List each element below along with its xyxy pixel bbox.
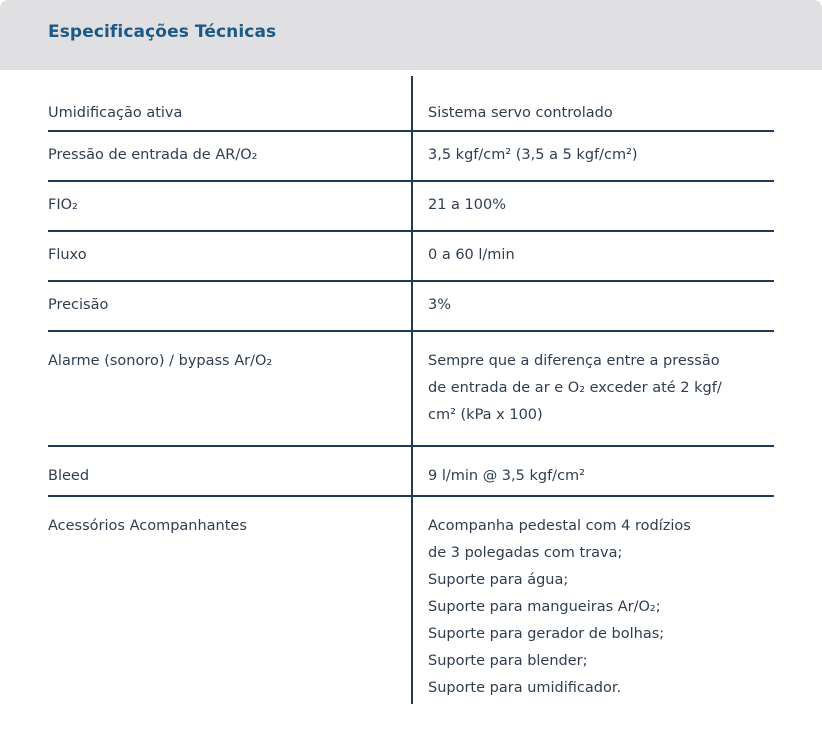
- spec-row-acessorios: [48, 497, 774, 707]
- spec-value-line: 3%: [428, 297, 452, 313]
- spec-row-fluxo: [48, 232, 774, 282]
- spec-value-line: Suporte para blender;: [428, 653, 588, 669]
- section-header: [0, 0, 822, 70]
- spec-value-line: Suporte para umidificador.: [428, 680, 622, 696]
- spec-value: [411, 292, 774, 330]
- spec-row-alarme: [48, 332, 774, 447]
- spec-value-line: Sistema servo controlado: [428, 105, 613, 121]
- spec-label: Pressão de entrada de AR/O₂: [48, 147, 258, 163]
- spec-row-bleed: [48, 447, 774, 497]
- specs-table: [48, 76, 774, 707]
- spec-label: Alarme (sonoro) / bypass Ar/O₂: [48, 353, 273, 369]
- spec-row-fio2: [48, 182, 774, 232]
- spec-value: [411, 242, 774, 280]
- spec-value: [411, 348, 774, 445]
- spec-value: [411, 100, 774, 130]
- spec-label: Umidificação ativa: [48, 105, 183, 121]
- spec-value-line: Acompanha pedestal com 4 rodízios: [428, 518, 691, 534]
- spec-value-line: 0 a 60 l/min: [428, 247, 515, 263]
- spec-value-line: Suporte para água;: [428, 572, 569, 588]
- spec-label: Bleed: [48, 468, 90, 484]
- spec-value: [411, 513, 774, 707]
- spec-value-line: cm² (kPa x 100): [428, 407, 543, 423]
- spec-value-line: de 3 polegadas com trava;: [428, 545, 623, 561]
- section-title: Especificações Técnicas: [48, 22, 277, 42]
- spec-value-line: 9 l/min @ 3,5 kgf/cm²: [428, 468, 585, 484]
- spec-row-umidificacao: [48, 76, 774, 132]
- spec-label: Precisão: [48, 297, 109, 313]
- spec-value-line: 3,5 kgf/cm² (3,5 a 5 kgf/cm²): [428, 147, 638, 163]
- spec-value-line: 21 a 100%: [428, 197, 507, 213]
- spec-value: [411, 463, 774, 495]
- spec-label: Acessórios Acompanhantes: [48, 518, 247, 534]
- spec-label: Fluxo: [48, 247, 87, 263]
- spec-value-line: Suporte para mangueiras Ar/O₂;: [428, 599, 661, 615]
- spec-value: [411, 192, 774, 230]
- spec-value: [411, 142, 774, 180]
- spec-value-line: Suporte para gerador de bolhas;: [428, 626, 665, 642]
- spec-value-line: Sempre que a diferença entre a pressão: [428, 353, 720, 369]
- spec-label: FIO₂: [48, 197, 78, 213]
- spec-value-line: de entrada de ar e O₂ exceder até 2 kgf/: [428, 380, 722, 396]
- spec-row-pressao: [48, 132, 774, 182]
- spec-row-precisao: [48, 282, 774, 332]
